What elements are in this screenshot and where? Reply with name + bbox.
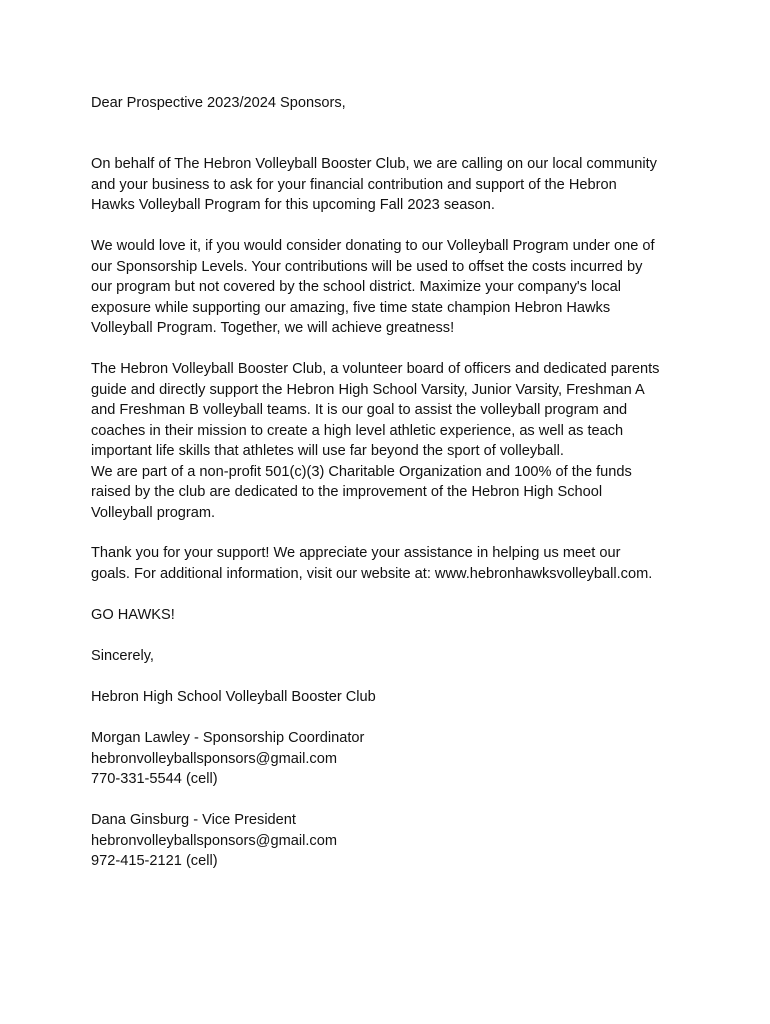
- paragraph-line: raised by the club are dedicated to the improvement of the Hebron High School: [91, 484, 603, 500]
- paragraph-line: coaches in their mission to create a high level athletic experience, as well as teach: [91, 422, 624, 439]
- paragraph-line: On behalf of The Hebron Volleyball Booster Club, we are calling on our local community: [91, 156, 657, 172]
- paragraph-line: and Freshman B volleyball teams. It is our goal to assist the volleyball program and: [91, 402, 628, 418]
- cheer: [91, 605, 691, 626]
- contact-block: [91, 810, 691, 872]
- paragraph-line: Thank you for your support! We appreciate your assistance in helping us meet our: [91, 545, 621, 561]
- paragraph-line: Volleyball Program. Together, we will achieve greatness!: [91, 320, 455, 336]
- paragraph-line: We are part of a non-profit 501(c)(3) Charitable Organization and 100% of the funds: [91, 463, 632, 480]
- paragraph-line: The Hebron Volleyball Booster Club, a volunteer board of officers and dedicated parents: [91, 361, 660, 377]
- contact-name-title: Dana Ginsburg - Vice President: [91, 812, 296, 828]
- paragraph-line: our program but not covered by the school district. Maximize your company's local: [91, 279, 622, 295]
- paragraph-line: Volleyball program.: [91, 504, 216, 521]
- organization-name: [91, 687, 691, 708]
- paragraph-line: guide and directly support the Hebron High School Varsity, Junior Varsity, Freshman A: [91, 381, 645, 398]
- paragraph-line: our Sponsorship Levels. Your contributions will be used to offset the costs incurred by: [91, 258, 643, 275]
- contact-phone: 972-415-2121 (cell): [91, 853, 218, 869]
- signoff-text: Sincerely,: [91, 648, 154, 664]
- cheer-text: GO HAWKS!: [91, 607, 175, 623]
- paragraph-thanks: [91, 543, 691, 584]
- paragraph-line: exposure while supporting our amazing, five time state champion Hebron Hawks: [91, 299, 611, 316]
- contact-email: hebronvolleyballsponsors@gmail.com: [91, 750, 337, 767]
- signoff: [91, 646, 691, 667]
- paragraph-line: and your business to ask for your financial contribution and support of the Hebron: [91, 176, 617, 193]
- organization-text: Hebron High School Volleyball Booster Club: [91, 689, 376, 705]
- contact-phone: 770-331-5544 (cell): [91, 771, 218, 787]
- paragraph-sponsorship: [91, 236, 691, 339]
- salutation: [91, 93, 691, 114]
- contact-block: [91, 728, 691, 790]
- paragraph-line: important life skills that athletes will use far beyond the sport of volleyball.: [91, 443, 564, 459]
- paragraph-line: We would love it, if you would consider donating to our Volleyball Program under one of: [91, 238, 655, 254]
- paragraph-line: Hawks Volleyball Program for this upcoming Fall 2023 season.: [91, 197, 495, 213]
- paragraph-about-club: [91, 359, 691, 523]
- contact-email: hebronvolleyballsponsors@gmail.com: [91, 832, 337, 849]
- salutation-text: Dear Prospective 2023/2024 Sponsors,: [91, 95, 346, 111]
- paragraph-intro: [91, 154, 691, 216]
- paragraph-line: goals. For additional information, visit our website at: www.hebronhawksvolleyball.com.: [91, 565, 653, 582]
- contact-name-title: Morgan Lawley - Sponsorship Coordinator: [91, 730, 365, 746]
